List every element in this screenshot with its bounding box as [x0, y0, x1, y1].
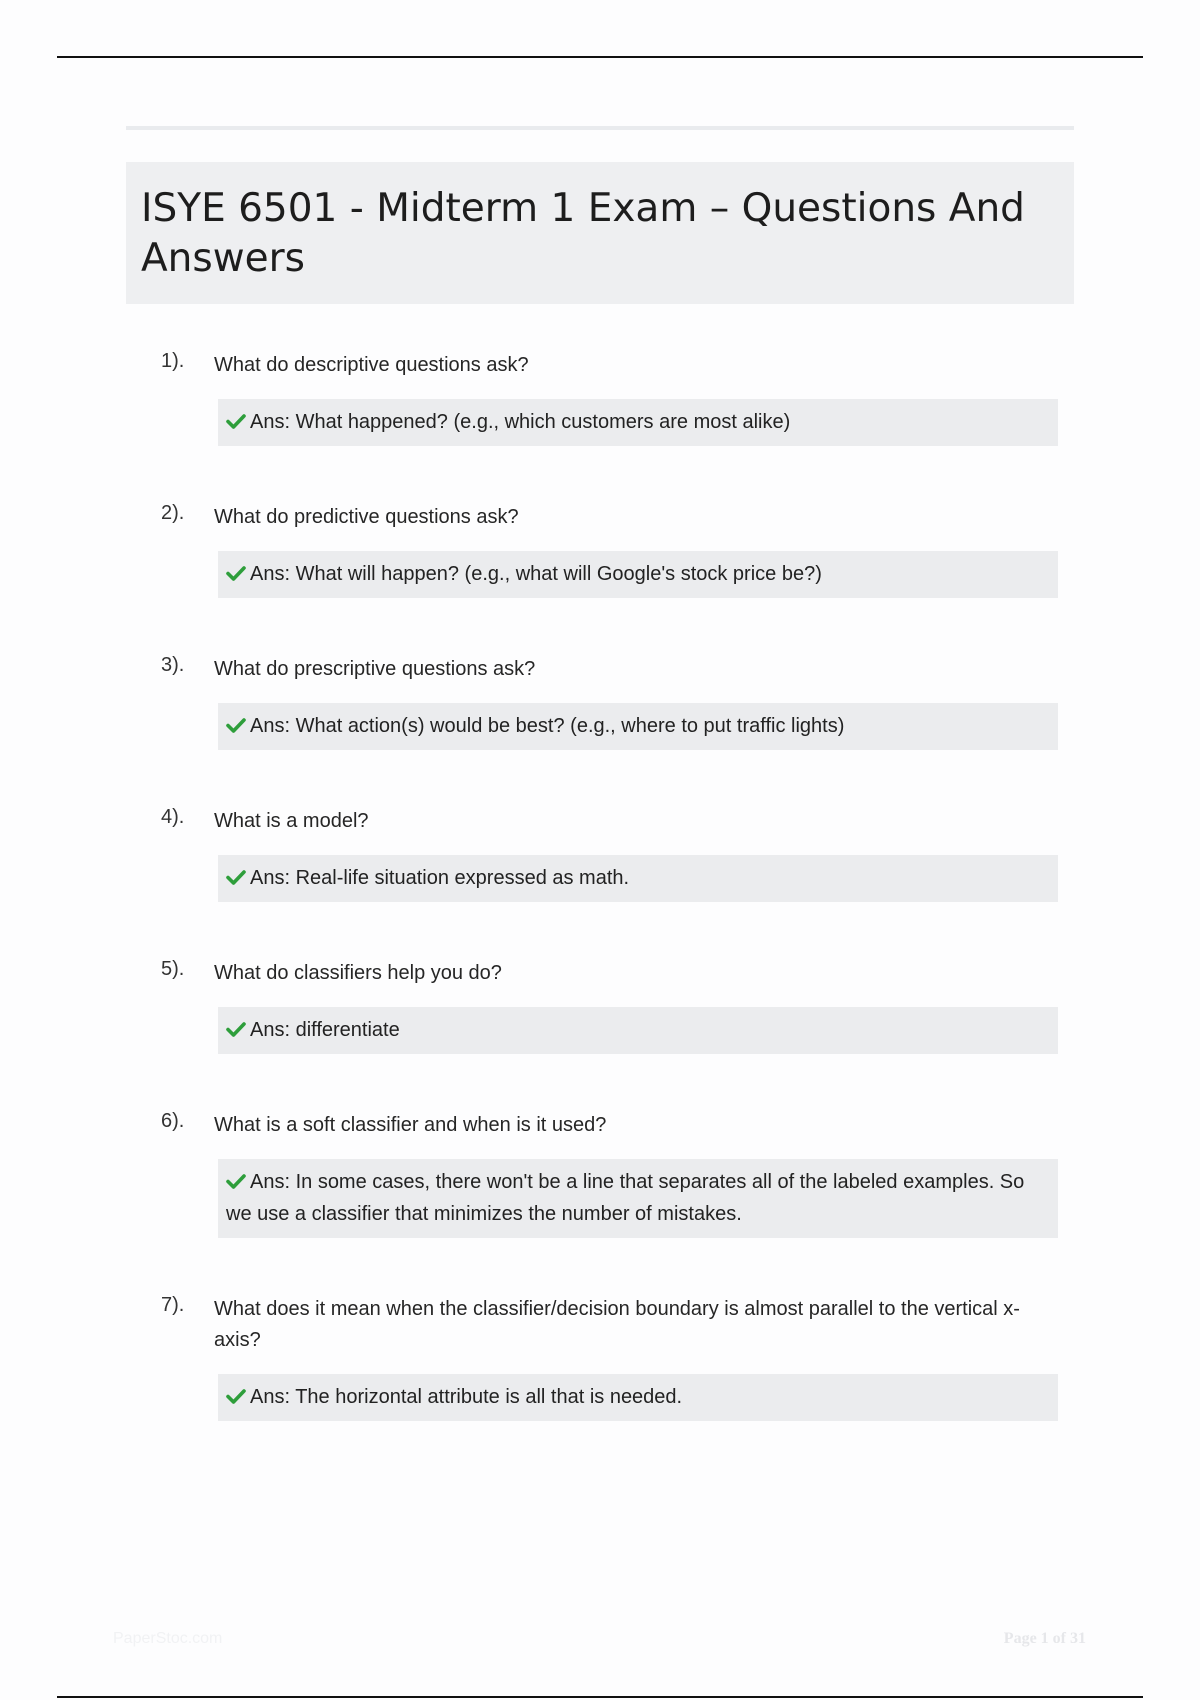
qa-item	[126, 958, 1074, 1054]
qa-item	[126, 806, 1074, 902]
answer-text: Ans: What will happen? (e.g., what will Google's stock price be?)	[250, 563, 822, 585]
answer-text: Ans: differentiate	[250, 1019, 400, 1041]
page-number: Page 1 of 31	[1003, 1630, 1086, 1647]
question-number: 3).	[161, 654, 185, 676]
question-row	[126, 350, 1074, 381]
answer-box	[218, 703, 1058, 750]
check-icon	[226, 1021, 246, 1037]
answer-text: Ans: Real-life situation expressed as math.	[250, 867, 630, 889]
question-text: What do classifiers help you do?	[214, 962, 502, 984]
answer-text: Ans: What happened? (e.g., which customers are most alike)	[250, 411, 791, 433]
check-icon	[226, 717, 246, 733]
qa-item	[126, 654, 1074, 750]
question-text: What does it mean when the classifier/decision boundary is almost parallel to the vertical x-axis?	[214, 1298, 1020, 1351]
check-icon	[226, 565, 246, 581]
page-title: ISYE 6501 - Midterm 1 Exam – Questions And Answers	[141, 186, 1025, 281]
question-text: What is a soft classifier and when is it used?	[214, 1114, 607, 1136]
top-rule	[57, 56, 1143, 58]
qa-item	[126, 350, 1074, 446]
qa-item	[126, 502, 1074, 598]
answer-text: Ans: What action(s) would be best? (e.g., where to put traffic lights)	[250, 715, 845, 737]
answer-box	[218, 1374, 1058, 1421]
question-number: 1).	[161, 350, 185, 372]
question-row	[126, 654, 1074, 685]
answer-box	[218, 855, 1058, 902]
bottom-rule	[57, 1696, 1143, 1698]
answer-text: Ans: The horizontal attribute is all that is needed.	[250, 1386, 683, 1408]
title-banner	[126, 162, 1074, 304]
question-number: 6).	[161, 1110, 185, 1132]
answer-text: Ans: In some cases, there won't be a line that separates all of the labeled examples. So we use a classifier that minimizes the number of mistakes.	[226, 1171, 1025, 1225]
question-number: 4).	[161, 806, 185, 828]
question-row	[126, 958, 1074, 989]
question-number: 5).	[161, 958, 185, 980]
check-icon	[226, 1388, 246, 1404]
qa-list	[126, 350, 1074, 1421]
question-row	[126, 806, 1074, 837]
check-icon	[226, 869, 246, 885]
check-icon	[226, 413, 246, 429]
question-row	[126, 1110, 1074, 1141]
question-text: What do prescriptive questions ask?	[214, 658, 536, 680]
qa-item	[126, 1110, 1074, 1238]
question-text: What do predictive questions ask?	[214, 506, 519, 528]
answer-box	[218, 1007, 1058, 1054]
question-text: What is a model?	[214, 810, 369, 832]
qa-item	[126, 1294, 1074, 1421]
header-divider	[126, 126, 1074, 130]
question-number: 7).	[161, 1294, 185, 1316]
question-number: 2).	[161, 502, 185, 524]
question-text: What do descriptive questions ask?	[214, 354, 529, 376]
question-row	[126, 502, 1074, 533]
question-row	[126, 1294, 1074, 1356]
answer-box	[218, 1159, 1058, 1238]
check-icon	[226, 1173, 246, 1189]
answer-box	[218, 551, 1058, 598]
footer-watermark: PaperStoc.com	[113, 1630, 223, 1647]
answer-box	[218, 399, 1058, 446]
